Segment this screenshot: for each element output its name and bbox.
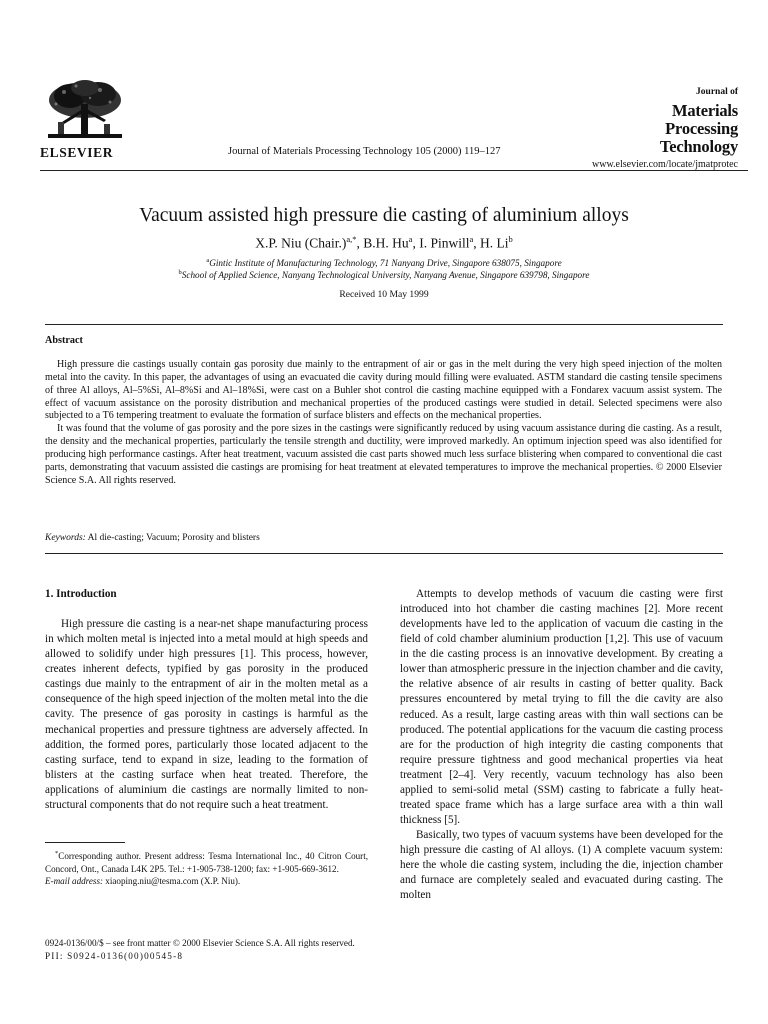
journal-citation: Journal of Materials Processing Technology 105 (2000) 119–127	[228, 146, 501, 157]
footnote-mark: *	[55, 850, 59, 857]
abstract-top-rule	[45, 324, 723, 325]
section-heading: 1. Introduction	[45, 588, 117, 600]
pii-line: PII: S0924-0136(00)00545-8	[45, 951, 184, 961]
publisher-name: ELSEVIER	[40, 145, 114, 160]
brand-line-2: Processing	[665, 118, 738, 138]
body-column-left	[45, 587, 368, 813]
footnote-text: Corresponding author. Present address: Tesma International Inc., 40 Citron Court, Concord, Ont., Canada L4K 2P5. Tel.: +1-905-738-1200; fax: +1-905-669-3612.	[45, 851, 368, 874]
body-paragraph: Attempts to develop methods of vacuum die casting were first introduced into hot chamber die casting machines [2]. More recent developments have led to the application of vacuum die casting in the field of cold chamber aluminium production [1,2]. This use of vacuum in the die casting process is an innovative development. By creating a lower than atmospheric pressure in the injection chamber and die cavity, the relative absence of air results in casting of better quality. Back pressures encountered by metal trying to fill the die cavity are also reduced. As a result, large casting areas with thin wall sections can be produced. The potential applications for the vacuum die casting process are for the production of high integrity die casting components that require pressure tightness and good mechanical properties via heat treatment [2–4]. Very recently, vacuum technology has also been applied to semi-solid metal (SSM) casting to fabricate a fully heat-treated space frame which has a large surface area with a thin wall thickness [5].	[400, 588, 723, 826]
author-name: H. Li	[480, 235, 509, 251]
issn-line: 0924-0136/00/$ – see front matter © 2000 Elsevier Science S.A. All rights reserved.	[45, 938, 355, 948]
author-list	[0, 234, 768, 252]
abstract-body	[45, 359, 722, 487]
keywords	[45, 533, 260, 543]
author-affil-mark: a	[408, 234, 413, 244]
keywords-list: Al die-casting; Vacuum; Porosity and blisters	[87, 533, 260, 543]
brand-line-3: Technology	[659, 136, 738, 156]
header-divider	[40, 170, 748, 171]
author-affil-mark: a,*	[346, 234, 357, 244]
brand-small: Journal of	[696, 87, 738, 97]
author-separator: ,	[356, 235, 364, 251]
paper-title: Vacuum assisted high pressure die casting of aluminium alloys	[139, 205, 629, 226]
affil-mark: a	[206, 257, 210, 264]
author-separator: ,	[412, 235, 420, 251]
author-separator: ,	[473, 235, 480, 251]
abstract-paragraph: It was found that the volume of gas porosity and the pore sizes in the castings were significantly reduced by using vacuum assistance during die casting. As a result, the density and the mechanical properties, particularly the tensile strength and ductility, were improved markedly. An optimum injection speed was also identified for producing high performance castings. After heat treatment, vacuum assisted die cast parts showed much less surface blistering when compared to conventional die cast parts, demonstrating that vacuum assisted die castings are promising for heat treatment at elevated temperatures to improve the mechanical properties. © 2000 Elsevier Science S.A. All rights reserved.	[45, 423, 722, 486]
body-paragraph: Basically, two types of vacuum systems have been developed for the high pressure die casting of Al alloys. (1) A complete vacuum system: here the whole die casting system, including the die, injection chamber and furnace are completely sealed and evacuated during casting. The molten	[400, 829, 723, 902]
author-name: B.H. Hu	[363, 235, 409, 251]
author-affil-mark: b	[508, 234, 513, 244]
journal-brand	[660, 88, 738, 156]
body-paragraph: High pressure die casting is a near-net shape manufacturing process in which molten metal is injected into a metal mould at high speeds and allowed to solidify under high pressures [1]. This process, however, creates inherent defects, typified by gas porosity in the produced castings due mainly to the entrapment of air in the molten metal as a consequence of the high speed injection of the molten metal into the die cavity. The presence of gas porosity in castings is harmful as the mechanical properties and pressure tightness are adversely affected. In addition, the formed pores, particularly those located adjacent to the casting surface, tend to expand in size, leading to the formation of blisters at the casting surface when heat treated. Therefore, the applications of aluminium die castings are normally limited to non-structural components that do not require such a heat treatment.	[45, 618, 368, 811]
email-label: E-mail address:	[45, 876, 104, 887]
brand-line-1: Materials	[671, 100, 738, 120]
author-name: X.P. Niu (Chair.)	[255, 235, 347, 251]
author-affil-mark: a	[469, 234, 474, 244]
abstract-bottom-rule	[45, 553, 723, 554]
affiliation-a	[0, 257, 768, 268]
abstract-paragraph: High pressure die castings usually contain gas porosity due mainly to the entrapment of air or gas in the melt during the very high speed injection of the molten metal into the cavity. In this paper, the advantages of using an evacuated die cavity during mould filling were evaluated. ASTM standard die casting tensile specimens of three Al alloys, Al–5%Si, Al–8%Si and Al–18%Si, were cast on a Buhler shot control die casting machine equipped with a Fondarex vacuum assist system. The effect of vacuum assistance on the porosity distribution and mechanical properties of the produced castings were studied in detail. Selected specimens were also subjected to a T6 tempering treatment to evaluate the formation of surface blisters and effects on the mechanical properties.	[45, 359, 722, 422]
footnote	[45, 848, 368, 888]
affiliation-b	[0, 269, 768, 280]
abstract-heading: Abstract	[45, 335, 83, 346]
affil-mark: b	[178, 269, 182, 276]
body-column-right	[400, 587, 723, 903]
email-address[interactable]: xiaoping.niu@tesma.com (X.P. Niu).	[105, 876, 241, 887]
affil-text: School of Applied Science, Nanyang Technological University, Nanyang Avenue, Singapore 639798, Singapore	[181, 270, 590, 281]
keywords-label: Keywords:	[45, 533, 86, 543]
affil-text: Gintic Institute of Manufacturing Technology, 71 Nanyang Drive, Singapore 638075, Singapore	[209, 258, 562, 269]
received-date: Received 10 May 1999	[339, 289, 429, 300]
journal-url[interactable]: www.elsevier.com/locate/jmatprotec	[592, 159, 738, 170]
author-name: I. Pinwill	[419, 235, 470, 251]
footnote-rule	[45, 842, 125, 843]
